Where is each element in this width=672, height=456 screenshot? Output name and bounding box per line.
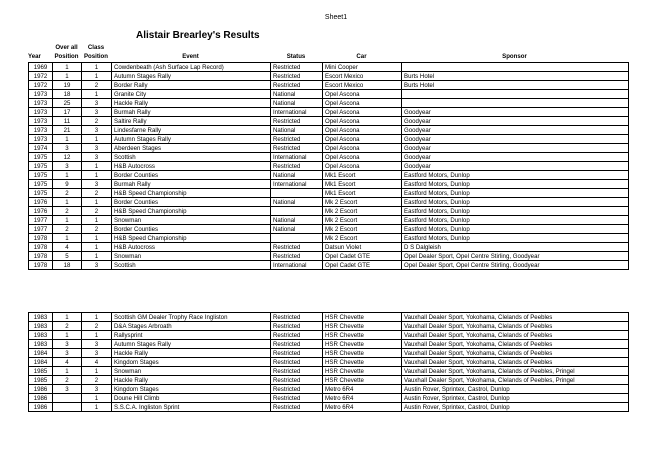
- overall-position-cell: 11: [53, 117, 82, 126]
- sponsor-cell: D S Dalgleish: [402, 243, 629, 252]
- class-position-cell: 1: [82, 252, 112, 261]
- status-cell: Restricted: [271, 144, 323, 153]
- event-cell: D&A Stages Arbroath: [112, 322, 271, 331]
- status-cell: Restricted: [271, 313, 323, 322]
- car-cell: Opel Ascona: [323, 99, 402, 108]
- sponsor-cell: Vauxhall Dealer Sport, Yokohama, Clelands of Peebles: [402, 349, 629, 358]
- overall-position-cell: 4: [53, 243, 82, 252]
- class-position-cell: 1: [82, 234, 112, 243]
- header-spacer: [322, 42, 401, 51]
- header-spacer: [401, 42, 628, 51]
- sponsor-cell: Vauxhall Dealer Sport, Yokohama, Clelands of Peebles: [402, 340, 629, 349]
- car-cell: HSR Chevette: [323, 358, 402, 367]
- overall-position-cell: 2: [53, 376, 82, 385]
- overall-position-cell: 3: [53, 144, 82, 153]
- class-position-cell: 2: [82, 81, 112, 90]
- car-cell: HSR Chevette: [323, 313, 402, 322]
- table-row: [29, 72, 629, 81]
- event-cell: Scottish: [112, 153, 271, 162]
- event-cell: Doune Hill Climb: [112, 394, 271, 403]
- overall-position-cell: 1: [53, 72, 82, 81]
- status-cell: Restricted: [271, 376, 323, 385]
- year-cell: 1973: [29, 108, 53, 117]
- table-row: [29, 153, 629, 162]
- sponsor-cell: Eastford Motors, Dunlop: [402, 207, 629, 216]
- header-year-spacer: [28, 42, 52, 51]
- car-cell: Mk1 Escort: [323, 171, 402, 180]
- class-position-cell: 1: [82, 162, 112, 171]
- year-cell: 1973: [29, 126, 53, 135]
- year-cell: 1985: [29, 367, 53, 376]
- overall-position-cell: 25: [53, 99, 82, 108]
- year-cell: 1983: [29, 340, 53, 349]
- year-cell: 1977: [29, 225, 53, 234]
- car-cell: Opel Cadet GTE: [323, 261, 402, 270]
- table-row: [29, 63, 629, 72]
- status-cell: National: [271, 126, 323, 135]
- year-cell: 1973: [29, 135, 53, 144]
- results-table-2-body: [29, 313, 629, 412]
- status-cell: Restricted: [271, 331, 323, 340]
- status-cell: National: [271, 171, 323, 180]
- event-cell: Granite City: [112, 90, 271, 99]
- car-cell: Metro 6R4: [323, 403, 402, 412]
- sponsor-cell: Vauxhall Dealer Sport, Yokohama, Clelands of Peebles: [402, 322, 629, 331]
- overall-position-cell: 2: [53, 322, 82, 331]
- status-cell: International: [271, 180, 323, 189]
- status-cell: Restricted: [271, 72, 323, 81]
- car-cell: Opel Ascona: [323, 90, 402, 99]
- table-row: [29, 340, 629, 349]
- car-cell: Opel Ascona: [323, 153, 402, 162]
- overall-position-cell: 2: [53, 207, 82, 216]
- table-row: [29, 322, 629, 331]
- table-row: [29, 108, 629, 117]
- column-headers: [28, 42, 628, 60]
- event-cell: Scottish: [112, 261, 271, 270]
- year-cell: 1983: [29, 322, 53, 331]
- car-cell: Metro 6R4: [323, 394, 402, 403]
- overall-position-cell: 1: [53, 234, 82, 243]
- car-cell: Opel Ascona: [323, 162, 402, 171]
- overall-position-cell: 18: [53, 90, 82, 99]
- car-cell: Mk 2 Escort: [323, 207, 402, 216]
- event-cell: Snowman: [112, 252, 271, 261]
- sponsor-cell: Eastford Motors, Dunlop: [402, 234, 629, 243]
- car-cell: Mk 2 Escort: [323, 234, 402, 243]
- sponsor-cell: Eastford Motors, Dunlop: [402, 225, 629, 234]
- class-position-cell: 1: [82, 198, 112, 207]
- sponsor-cell: Eastford Motors, Dunlop: [402, 171, 629, 180]
- car-cell: Opel Cadet GTE: [323, 252, 402, 261]
- status-cell: Restricted: [271, 63, 323, 72]
- event-cell: Rallysprint: [112, 331, 271, 340]
- car-cell: HSR Chevette: [323, 340, 402, 349]
- class-position-cell: 3: [82, 180, 112, 189]
- overall-position-cell: 18: [53, 261, 82, 270]
- year-cell: 1976: [29, 198, 53, 207]
- event-cell: Burmah Rally: [112, 180, 271, 189]
- table-row: [29, 207, 629, 216]
- status-cell: International: [271, 153, 323, 162]
- class-position-cell: 2: [82, 376, 112, 385]
- status-cell: Restricted: [271, 340, 323, 349]
- table-row: [29, 234, 629, 243]
- status-cell: International: [271, 261, 323, 270]
- overall-position-cell: 3: [53, 162, 82, 171]
- status-cell: Restricted: [271, 385, 323, 394]
- class-position-cell: 3: [82, 108, 112, 117]
- year-cell: 1977: [29, 216, 53, 225]
- class-position-cell: 3: [82, 99, 112, 108]
- table-row: [29, 403, 629, 412]
- overall-position-cell: [53, 403, 82, 412]
- status-cell: Restricted: [271, 322, 323, 331]
- status-cell: Restricted: [271, 135, 323, 144]
- page-title: Alistair Brearley's Results: [136, 30, 260, 41]
- class-position-cell: 2: [82, 189, 112, 198]
- header-spacer: [111, 42, 270, 51]
- car-cell: Opel Ascona: [323, 108, 402, 117]
- event-cell: Burmah Rally: [112, 108, 271, 117]
- overall-position-cell: 1: [53, 198, 82, 207]
- year-cell: 1976: [29, 207, 53, 216]
- table-row: [29, 144, 629, 153]
- class-position-cell: 1: [82, 135, 112, 144]
- year-cell: 1972: [29, 72, 53, 81]
- year-cell: 1978: [29, 243, 53, 252]
- overall-position-cell: 3: [53, 349, 82, 358]
- table-row: [29, 126, 629, 135]
- event-cell: Border Counties: [112, 225, 271, 234]
- overall-position-cell: 1: [53, 63, 82, 72]
- class-position-cell: 1: [82, 216, 112, 225]
- year-cell: 1975: [29, 162, 53, 171]
- year-cell: 1969: [29, 63, 53, 72]
- table-row: [29, 90, 629, 99]
- event-cell: Saltire Rally: [112, 117, 271, 126]
- status-cell: Restricted: [271, 117, 323, 126]
- sponsor-cell: Vauxhall Dealer Sport, Yokohama, Clelands of Peebles, Pringel: [402, 367, 629, 376]
- overall-position-cell: 19: [53, 81, 82, 90]
- class-position-cell: 1: [82, 243, 112, 252]
- class-position-cell: 2: [82, 322, 112, 331]
- year-cell: 1986: [29, 403, 53, 412]
- year-cell: 1984: [29, 349, 53, 358]
- sponsor-cell: Goodyear: [402, 135, 629, 144]
- overall-position-cell: 17: [53, 108, 82, 117]
- event-cell: Snowman: [112, 216, 271, 225]
- table-row: [29, 358, 629, 367]
- class-position-cell: 1: [82, 90, 112, 99]
- event-cell: Hackle Rally: [112, 99, 271, 108]
- table-row: [29, 261, 629, 270]
- overall-position-cell: 12: [53, 153, 82, 162]
- event-cell: H&B Speed Championship: [112, 207, 271, 216]
- year-cell: 1985: [29, 376, 53, 385]
- status-cell: Restricted: [271, 367, 323, 376]
- year-cell: 1973: [29, 117, 53, 126]
- status-cell: Restricted: [271, 81, 323, 90]
- overall-position-cell: 3: [53, 385, 82, 394]
- sponsor-cell: Vauxhall Dealer Sport, Yokohama, Clelands of Peebles, Pringel: [402, 376, 629, 385]
- table-row: [29, 367, 629, 376]
- sponsor-cell: Eastford Motors, Dunlop: [402, 216, 629, 225]
- sponsor-cell: Eastford Motors, Dunlop: [402, 180, 629, 189]
- sponsor-cell: Burts Hotel: [402, 72, 629, 81]
- year-cell: 1975: [29, 171, 53, 180]
- car-cell: HSR Chevette: [323, 331, 402, 340]
- year-cell: 1978: [29, 234, 53, 243]
- class-position-cell: 2: [82, 207, 112, 216]
- class-position-cell: 4: [82, 358, 112, 367]
- car-cell: Mk1 Escort: [323, 180, 402, 189]
- year-cell: 1983: [29, 313, 53, 322]
- results-table-1: [28, 62, 629, 270]
- class-position-cell: 1: [82, 403, 112, 412]
- class-position-cell: 2: [82, 117, 112, 126]
- status-cell: Restricted: [271, 358, 323, 367]
- car-cell: HSR Chevette: [323, 349, 402, 358]
- table-row: [29, 171, 629, 180]
- header-car: Car: [356, 53, 367, 60]
- class-position-cell: 3: [82, 153, 112, 162]
- event-cell: Scottish GM Dealer Trophy Race Ingliston: [112, 313, 271, 322]
- event-cell: Kingdom Stages: [112, 385, 271, 394]
- overall-position-cell: 3: [53, 340, 82, 349]
- sponsor-cell: Austin Rover, Sprintex, Castrol, Dunlop: [402, 394, 629, 403]
- header-status: Status: [286, 53, 306, 60]
- table-row: [29, 225, 629, 234]
- car-cell: Opel Ascona: [323, 135, 402, 144]
- class-position-cell: 1: [82, 63, 112, 72]
- status-cell: [271, 189, 323, 198]
- sponsor-cell: Austin Rover, Sprintex, Castrol, Dunlop: [402, 385, 629, 394]
- year-cell: 1983: [29, 331, 53, 340]
- event-cell: Border Counties: [112, 198, 271, 207]
- class-position-cell: 1: [82, 171, 112, 180]
- overall-position-cell: 5: [53, 252, 82, 261]
- header-class-line2: Position: [83, 53, 109, 60]
- car-cell: Opel Ascona: [323, 117, 402, 126]
- overall-position-cell: 21: [53, 126, 82, 135]
- car-cell: Escort Mexico: [323, 72, 402, 81]
- year-cell: 1973: [29, 99, 53, 108]
- event-cell: H&B Autocross: [112, 162, 271, 171]
- year-cell: 1975: [29, 153, 53, 162]
- class-position-cell: 3: [82, 144, 112, 153]
- overall-position-cell: 4: [53, 358, 82, 367]
- table-row: [29, 180, 629, 189]
- table-row: [29, 394, 629, 403]
- table-row: [29, 189, 629, 198]
- class-position-cell: 1: [82, 367, 112, 376]
- status-cell: National: [271, 198, 323, 207]
- overall-position-cell: 1: [53, 313, 82, 322]
- header-event: Event: [182, 53, 199, 60]
- sponsor-cell: [402, 63, 629, 72]
- year-cell: 1986: [29, 394, 53, 403]
- table-row: [29, 252, 629, 261]
- event-cell: Hackle Rally: [112, 349, 271, 358]
- sponsor-cell: [402, 90, 629, 99]
- year-cell: 1972: [29, 81, 53, 90]
- table-row: [29, 243, 629, 252]
- year-cell: 1984: [29, 358, 53, 367]
- year-cell: 1978: [29, 252, 53, 261]
- header-overall-line2: Position: [54, 53, 79, 60]
- car-cell: HSR Chevette: [323, 322, 402, 331]
- table-row: [29, 81, 629, 90]
- event-cell: Autumn Stages Rally: [112, 135, 271, 144]
- overall-position-cell: 1: [53, 171, 82, 180]
- class-position-cell: 1: [82, 331, 112, 340]
- sheet-label: Sheet1: [324, 14, 348, 21]
- status-cell: National: [271, 216, 323, 225]
- car-cell: Mini Cooper: [323, 63, 402, 72]
- table-row: [29, 216, 629, 225]
- sponsor-cell: Vauxhall Dealer Sport, Yokohama, Clelands of Peebles: [402, 331, 629, 340]
- car-cell: Escort Mexico: [323, 81, 402, 90]
- class-position-cell: 3: [82, 126, 112, 135]
- table-row: [29, 313, 629, 322]
- status-cell: Restricted: [271, 162, 323, 171]
- sponsor-cell: Goodyear: [402, 117, 629, 126]
- class-position-cell: 2: [82, 225, 112, 234]
- event-cell: H&B Speed Championship: [112, 234, 271, 243]
- status-cell: Restricted: [271, 394, 323, 403]
- car-cell: Metro 6R4: [323, 385, 402, 394]
- sponsor-cell: Goodyear: [402, 144, 629, 153]
- status-cell: National: [271, 225, 323, 234]
- event-cell: Snowman: [112, 367, 271, 376]
- status-cell: National: [271, 90, 323, 99]
- car-cell: Datsun Violet: [323, 243, 402, 252]
- status-cell: National: [271, 99, 323, 108]
- table-row: [29, 99, 629, 108]
- car-cell: Mk 2 Escort: [323, 198, 402, 207]
- overall-position-cell: [53, 394, 82, 403]
- car-cell: Mk1 Escort: [323, 189, 402, 198]
- status-cell: Restricted: [271, 243, 323, 252]
- header-overall-line1: Over all: [55, 44, 78, 51]
- overall-position-cell: 1: [53, 367, 82, 376]
- status-cell: Restricted: [271, 403, 323, 412]
- sponsor-cell: Austin Rover, Sprintex, Castrol, Dunlop: [402, 403, 629, 412]
- table-row: [29, 376, 629, 385]
- sponsor-cell: Goodyear: [402, 162, 629, 171]
- sponsor-cell: Goodyear: [402, 153, 629, 162]
- header-class-line1: Class: [87, 44, 105, 51]
- results-table-2: [28, 312, 629, 412]
- event-cell: Border Rally: [112, 81, 271, 90]
- year-cell: 1973: [29, 90, 53, 99]
- class-position-cell: 3: [82, 261, 112, 270]
- class-position-cell: 3: [82, 385, 112, 394]
- sponsor-cell: Goodyear: [402, 108, 629, 117]
- sponsor-cell: Opel Dealer Sport, Opel Centre Stirling, Goodyear: [402, 261, 629, 270]
- year-cell: 1978: [29, 261, 53, 270]
- car-cell: Mk 2 Escort: [323, 216, 402, 225]
- event-cell: Hackle Rally: [112, 376, 271, 385]
- car-cell: HSR Chevette: [323, 376, 402, 385]
- sponsor-cell: Burts Hotel: [402, 81, 629, 90]
- header-year: Year: [28, 53, 41, 60]
- sponsor-cell: Goodyear: [402, 126, 629, 135]
- year-cell: 1986: [29, 385, 53, 394]
- year-cell: 1975: [29, 180, 53, 189]
- table-row: [29, 162, 629, 171]
- overall-position-cell: 2: [53, 189, 82, 198]
- sponsor-cell: Vauxhall Dealer Sport, Yokohama, Clelands of Peebles: [402, 313, 629, 322]
- class-position-cell: 1: [82, 394, 112, 403]
- class-position-cell: 3: [82, 340, 112, 349]
- overall-position-cell: 1: [53, 331, 82, 340]
- event-cell: Autumn Stages Rally: [112, 72, 271, 81]
- sponsor-cell: Opel Dealer Sport, Opel Centre Stirling, Goodyear: [402, 252, 629, 261]
- sponsor-cell: Eastford Motors, Dunlop: [402, 189, 629, 198]
- sponsor-cell: Eastford Motors, Dunlop: [402, 198, 629, 207]
- car-cell: Opel Ascona: [323, 126, 402, 135]
- status-cell: Restricted: [271, 252, 323, 261]
- table-row: [29, 385, 629, 394]
- event-cell: H&B Speed Championship: [112, 189, 271, 198]
- event-cell: H&B Autocross: [112, 243, 271, 252]
- car-cell: HSR Chevette: [323, 367, 402, 376]
- table-row: [29, 349, 629, 358]
- overall-position-cell: 1: [53, 135, 82, 144]
- class-position-cell: 1: [82, 313, 112, 322]
- status-cell: Restricted: [271, 349, 323, 358]
- sponsor-cell: [402, 99, 629, 108]
- car-cell: Mk 2 Escort: [323, 225, 402, 234]
- header-sponsor: Sponsor: [502, 53, 527, 60]
- event-cell: Lindesfarne Rally: [112, 126, 271, 135]
- year-cell: 1975: [29, 189, 53, 198]
- overall-position-cell: 2: [53, 225, 82, 234]
- status-cell: [271, 234, 323, 243]
- status-cell: [271, 207, 323, 216]
- class-position-cell: 3: [82, 349, 112, 358]
- results-table-1-body: [29, 63, 629, 270]
- table-row: [29, 117, 629, 126]
- event-cell: Border Counties: [112, 171, 271, 180]
- event-cell: Aberdeen Stages: [112, 144, 271, 153]
- table-row: [29, 331, 629, 340]
- overall-position-cell: 1: [53, 216, 82, 225]
- class-position-cell: 1: [82, 72, 112, 81]
- table-row: [29, 135, 629, 144]
- car-cell: Opel Ascona: [323, 144, 402, 153]
- table-row: [29, 198, 629, 207]
- status-cell: International: [271, 108, 323, 117]
- year-cell: 1974: [29, 144, 53, 153]
- event-cell: Autumn Stages Rally: [112, 340, 271, 349]
- overall-position-cell: 9: [53, 180, 82, 189]
- header-spacer: [270, 42, 322, 51]
- event-cell: Cowdenbeath (Ash Surface Lap Record): [112, 63, 271, 72]
- event-cell: Kingdom Stages: [112, 358, 271, 367]
- event-cell: S.S.C.A. Ingliston Sprint: [112, 403, 271, 412]
- sponsor-cell: Vauxhall Dealer Sport, Yokohama, Clelands of Peebles: [402, 358, 629, 367]
